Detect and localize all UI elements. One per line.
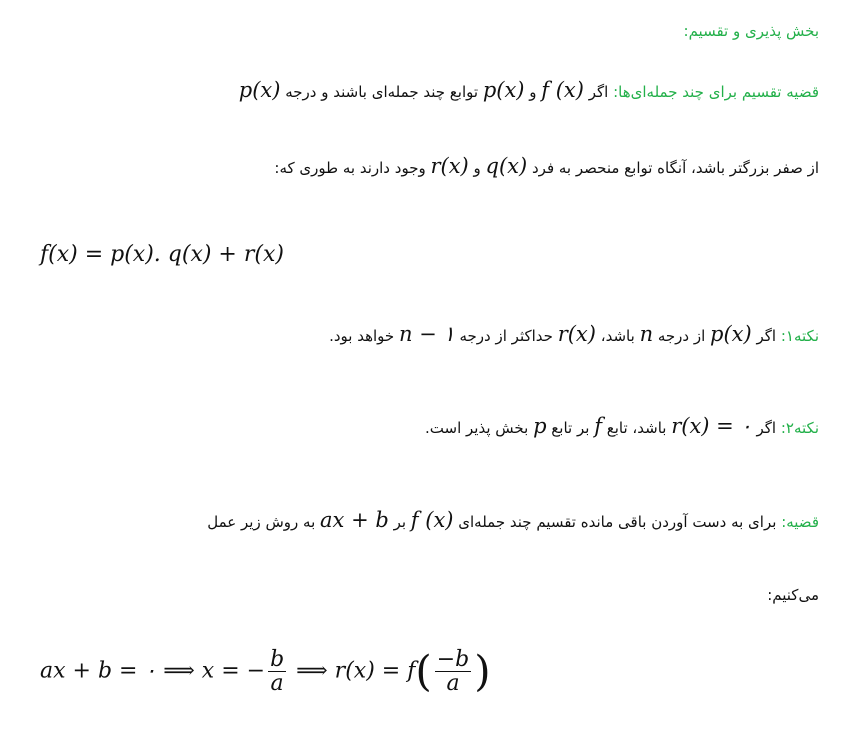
note-label: نکته۱:	[780, 327, 819, 345]
math-p-x: p(x)	[710, 322, 752, 346]
math-p: p	[533, 414, 547, 438]
note-1	[30, 322, 819, 346]
fraction-numerator: b	[270, 647, 285, 672]
note-text: باشد،	[595, 327, 640, 345]
theorem-remainder-line2: می‌کنیم:	[767, 586, 819, 604]
theorem-text: اگر	[583, 83, 614, 101]
theorem-text: وجود دارند به طوری که:	[274, 159, 431, 177]
left-paren: (	[415, 646, 432, 696]
note-text: بخش پذیر است.	[425, 419, 534, 437]
theorem-remainder	[30, 508, 819, 532]
note-text: بر تابع	[546, 419, 595, 437]
fraction-denominator: a	[446, 671, 460, 697]
note-text: خواهد بود.	[329, 327, 399, 345]
math-n-minus-1: n − ۱	[398, 322, 455, 346]
equation-division	[40, 242, 284, 267]
math-p-x: p(x)	[238, 78, 281, 102]
section-title: بخش پذیری و تقسیم:	[683, 22, 819, 40]
theorem-label: قضیه:	[781, 513, 819, 531]
right-paren: )	[474, 646, 491, 696]
math-q-x: q(x)	[485, 154, 528, 178]
note-label: نکته۲:	[780, 419, 819, 437]
equation-text: f(x) = p(x). q(x) + r(x)	[40, 242, 284, 267]
note-text: اگر	[751, 419, 781, 437]
math-f: f	[594, 414, 602, 438]
fraction-numerator: −b	[436, 647, 470, 672]
theorem-text: برای به دست آوردن باقی مانده تقسیم چند جمله‌ای	[453, 513, 782, 531]
theorem-text: توابع چند جمله‌ای باشند و درجه	[280, 83, 483, 101]
theorem-division-line2	[30, 154, 819, 178]
theorem-text: از صفر بزرگتر باشد، آنگاه توابع منحصر به فرد	[527, 159, 819, 177]
math-p-x: p(x)	[482, 78, 525, 102]
math-ax-plus-b: ax + b	[320, 508, 389, 532]
fraction-denominator: a	[270, 671, 284, 697]
theorem-division	[30, 78, 819, 102]
math-n: n	[639, 322, 654, 346]
fraction-neg-b-over-a	[435, 648, 472, 695]
equation-mid: ⟹ r(x) = f	[289, 658, 416, 684]
note-text: از درجه	[653, 327, 711, 345]
equation-lhs: ax + b = ۰ ⟹ x = −	[40, 658, 266, 684]
math-f-x: f (x)	[541, 78, 584, 102]
math-r-x: r(x)	[430, 154, 469, 178]
theorem-text: و	[524, 83, 542, 101]
math-r-x: r(x)	[557, 322, 596, 346]
math-r-equals-zero: r(x) = ۰	[671, 414, 752, 438]
theorem-text: به روش زیر عمل	[207, 513, 321, 531]
theorem-text: و	[468, 159, 486, 177]
fraction-b-over-a	[268, 648, 286, 695]
note-2	[30, 414, 819, 438]
note-text: حداکثر از درجه	[454, 327, 558, 345]
equation-remainder	[40, 648, 491, 695]
theorem-text: بر	[388, 513, 411, 531]
theorem-label: قضیه تقسیم برای چند جمله‌ای‌ها:	[613, 83, 819, 101]
note-text: باشد، تابع	[601, 419, 672, 437]
math-f-x: f (x)	[410, 508, 454, 532]
note-text: اگر	[751, 327, 781, 345]
